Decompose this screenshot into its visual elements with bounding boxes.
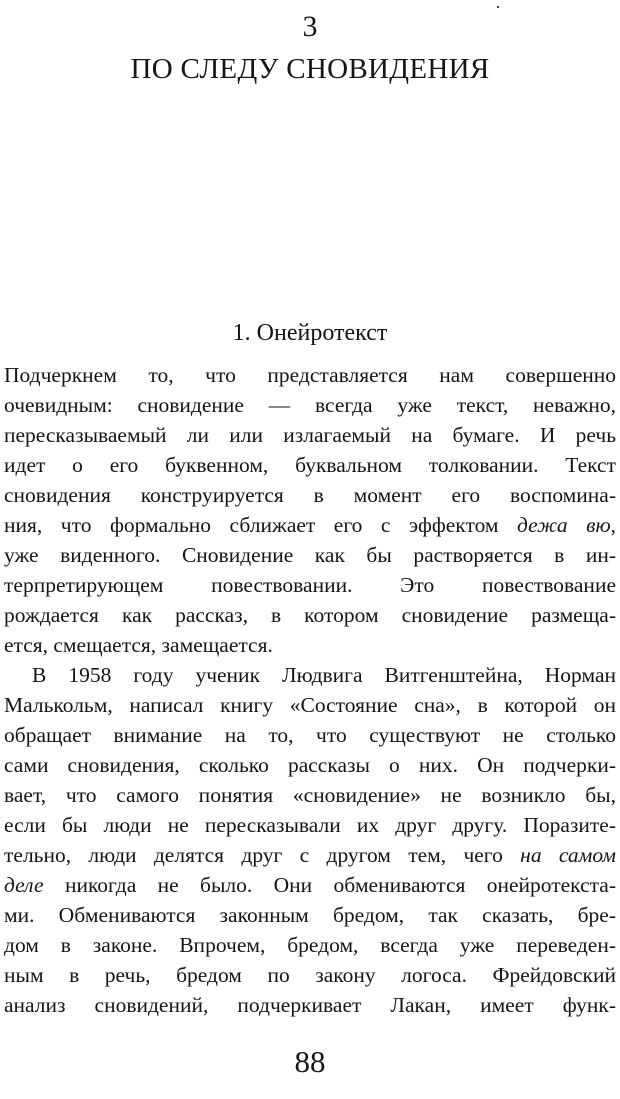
- text-line: очевидным: сновидение — всегда уже текст, неважно,: [4, 393, 616, 417]
- text-line: вает, что самого понятия «сновидение» не возникло бы,: [4, 783, 616, 807]
- text-line: [4, 840, 616, 870]
- text-line: дом в законе. Впрочем, бредом, всегда уже переведен-: [4, 933, 616, 957]
- text-run: никогда не было. Они обмениваются онейротекста-: [43, 873, 616, 897]
- text-line: сами сновидения, сколько рассказы о них. Он подчерки-: [4, 753, 616, 777]
- text-line: В 1958 году ученик Людвига Витгенштейна, Норман: [32, 663, 616, 687]
- scan-speck: [497, 6, 499, 8]
- body-text: [4, 360, 616, 1020]
- italic-term: деле: [4, 873, 44, 897]
- text-line: рождается как рассказ, в котором сновидение размеща-: [4, 603, 616, 627]
- text-line: если бы люди не пересказывали их друг другу. Поразите-: [4, 813, 616, 837]
- text-line: [4, 510, 616, 540]
- text-line: [4, 870, 616, 900]
- text-line: пересказываемый ли или излагаемый на бумаге. И речь: [4, 423, 616, 447]
- text-line: Малькольм, написал книгу «Состояние сна», в которой он: [4, 693, 616, 717]
- text-line: сновидения конструируется в момент его воспомина-: [4, 483, 616, 507]
- text-line: ми. Обмениваются законным бредом, так сказать, бре-: [4, 903, 616, 927]
- paragraph-1: [4, 360, 616, 660]
- text-line: Подчеркнем то, что представляется нам совершенно: [4, 363, 616, 387]
- text-line: обращает внимание на то, что существуют не столько: [4, 723, 616, 747]
- text-run: ,: [610, 513, 616, 537]
- page-number: 88: [294, 1044, 326, 1079]
- section-heading: 1. Онейротекст: [232, 320, 388, 346]
- italic-term: на самом: [520, 843, 616, 867]
- italic-term: дежа вю: [517, 513, 611, 537]
- chapter-number: 3: [302, 10, 318, 43]
- chapter-title: ПО СЛЕДУ СНОВИДЕНИЯ: [130, 53, 490, 85]
- text-line: идет о его буквенном, буквальном толковании. Текст: [4, 453, 616, 477]
- text-line: ется, смещается, замещается.: [4, 633, 273, 657]
- text-line: терпретирующем повествовании. Это повествование: [4, 573, 616, 597]
- text-run: тельно, люди делятся друг с другом тем, чего: [4, 843, 521, 867]
- text-line: уже виденного. Сновидение как бы растворяется в ин-: [4, 543, 616, 567]
- text-run: ния, что формально сближает его с эффектом: [4, 513, 518, 537]
- paragraph-2: [4, 660, 616, 1020]
- text-line: анализ сновидений, подчеркивает Лакан, имеет функ-: [4, 993, 616, 1017]
- text-line: ным в речь, бредом по закону логоса. Фрейдовский: [4, 963, 616, 987]
